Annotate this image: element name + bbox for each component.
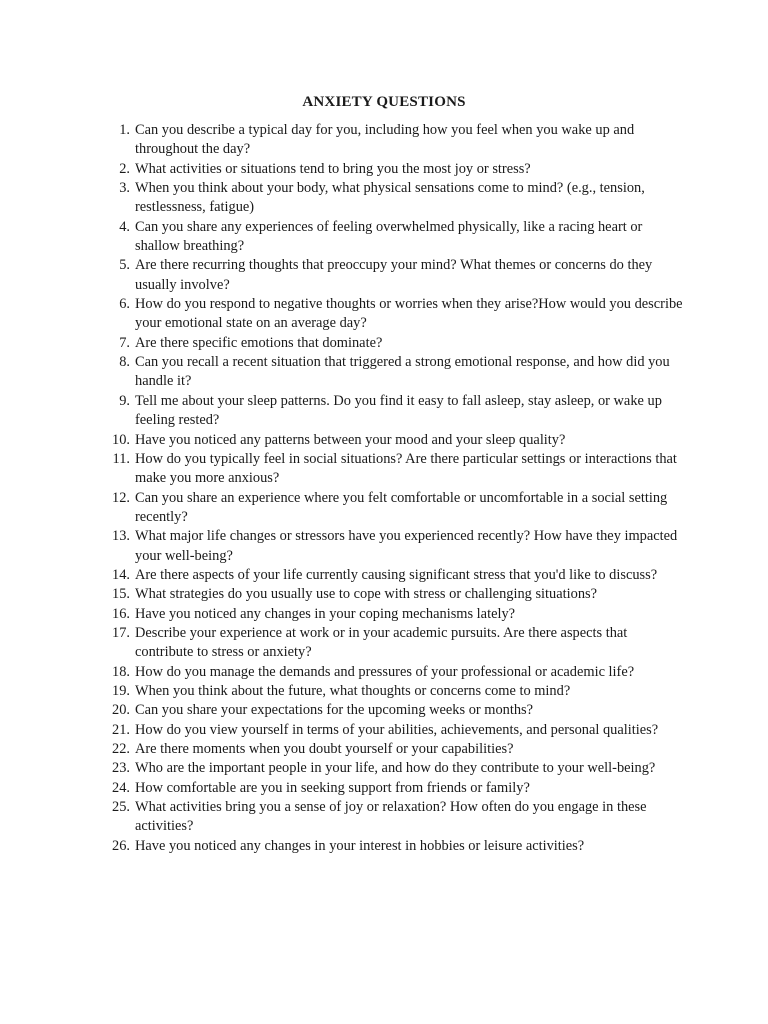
question-item (0, 392, 768, 431)
question-item (0, 721, 768, 740)
question-text: Are there aspects of your life currently causing significant stress that you'd like to discuss? (135, 566, 658, 583)
question-item (0, 798, 768, 837)
question-item (0, 489, 768, 528)
question-text: What strategies do you usually use to cope with stress or challenging situations? (135, 586, 598, 603)
question-text: When you think about your body, what physical sensations come to mind? (e.g., tension, restlessness, fatigue) (135, 180, 645, 216)
question-text: Can you share your expectations for the upcoming weeks or months? (135, 702, 534, 719)
question-number: 3. (119, 180, 130, 197)
question-item (0, 759, 768, 778)
question-text: How comfortable are you in seeking support from friends or family? (135, 779, 530, 796)
question-number: 11. (112, 450, 130, 467)
question-item (0, 682, 768, 701)
question-text: Are there recurring thoughts that preoccupy your mind? What themes or concerns do they usually involve? (135, 257, 653, 293)
question-item (0, 179, 768, 218)
question-text: What activities bring you a sense of joy or relaxation? How often do you engage in these activities? (135, 799, 647, 835)
question-number: 5. (119, 257, 130, 274)
question-text: Have you noticed any changes in your coping mechanisms lately? (135, 605, 516, 622)
question-text: When you think about the future, what thoughts or concerns come to mind? (135, 682, 571, 699)
question-text: Who are the important people in your life, and how do they contribute to your well-being? (135, 760, 656, 777)
question-text: Can you share any experiences of feeling overwhelmed physically, like a racing heart or shallow breathing? (135, 218, 643, 255)
question-number: 1. (119, 122, 130, 138)
question-number: 15. (112, 586, 130, 603)
question-text: Describe your experience at work or in your academic pursuits. Are there aspects that contribute to stress or anxiety? (135, 624, 628, 661)
question-item (0, 663, 768, 682)
question-text: Tell me about your sleep patterns. Do you find it easy to fall asleep, stay asleep, or wake up feeling rested? (135, 392, 662, 429)
question-text: Can you recall a recent situation that triggered a strong emotional response, and how did you handle it? (135, 354, 670, 390)
question-text: What activities or situations tend to bring you the most joy or stress? (135, 160, 531, 177)
question-number: 8. (119, 354, 130, 371)
question-text: Have you noticed any patterns between your mood and your sleep quality? (135, 431, 566, 448)
question-number: 9. (119, 392, 130, 409)
question-text: Have you noticed any changes in your interest in hobbies or leisure activities? (135, 837, 585, 854)
question-number: 4. (119, 218, 130, 235)
question-list (0, 121, 768, 856)
question-number: 26. (112, 837, 130, 854)
question-number: 17. (112, 624, 130, 641)
question-text: How do you respond to negative thoughts or worries when they arise?How would you describe your emotional state on an average day? (135, 296, 683, 332)
question-item (0, 295, 768, 334)
question-number: 25. (112, 799, 130, 816)
document-title: ANXIETY QUESTIONS (302, 94, 466, 110)
question-text: Can you describe a typical day for you, including how you feel when you wake up and throughout the day? (135, 122, 635, 158)
question-item (0, 121, 768, 160)
question-text: Are there specific emotions that dominate? (135, 334, 383, 351)
question-number: 23. (112, 760, 130, 777)
question-number: 14. (112, 566, 130, 583)
question-number: 7. (119, 334, 130, 351)
question-number: 13. (112, 528, 130, 545)
question-number: 20. (112, 702, 130, 719)
question-text: Can you share an experience where you felt comfortable or uncomfortable in a social setting recently? (135, 489, 668, 525)
question-item (0, 585, 768, 604)
question-item (0, 431, 768, 450)
question-item (0, 605, 768, 624)
question-item (0, 837, 768, 856)
question-number: 10. (112, 431, 130, 448)
question-item (0, 779, 768, 798)
question-item (0, 256, 768, 295)
question-item (0, 527, 768, 566)
question-number: 19. (112, 682, 130, 699)
question-item (0, 701, 768, 720)
question-item (0, 624, 768, 663)
question-item (0, 450, 768, 489)
question-number: 6. (119, 296, 130, 313)
question-number: 18. (112, 663, 130, 680)
question-text: How do you manage the demands and pressures of your professional or academic life? (135, 663, 635, 680)
question-text: What major life changes or stressors have you experienced recently? How have they impacted your well-being? (135, 528, 678, 564)
question-text: How do you typically feel in social situations? Are there particular settings or interactions that make you more anxious? (135, 450, 677, 487)
question-number: 16. (112, 605, 130, 622)
question-number: 2. (119, 160, 130, 177)
question-number: 24. (112, 779, 130, 796)
question-text: How do you view yourself in terms of your abilities, achievements, and personal qualities? (135, 721, 659, 738)
question-item (0, 160, 768, 179)
question-number: 22. (112, 741, 130, 757)
question-item (0, 740, 768, 759)
question-item (0, 353, 768, 392)
question-item (0, 218, 768, 257)
question-text: Are there moments when you doubt yourself or your capabilities? (135, 741, 514, 757)
question-number: 21. (112, 721, 130, 738)
question-item (0, 334, 768, 353)
question-item (0, 566, 768, 585)
question-number: 12. (112, 489, 130, 506)
